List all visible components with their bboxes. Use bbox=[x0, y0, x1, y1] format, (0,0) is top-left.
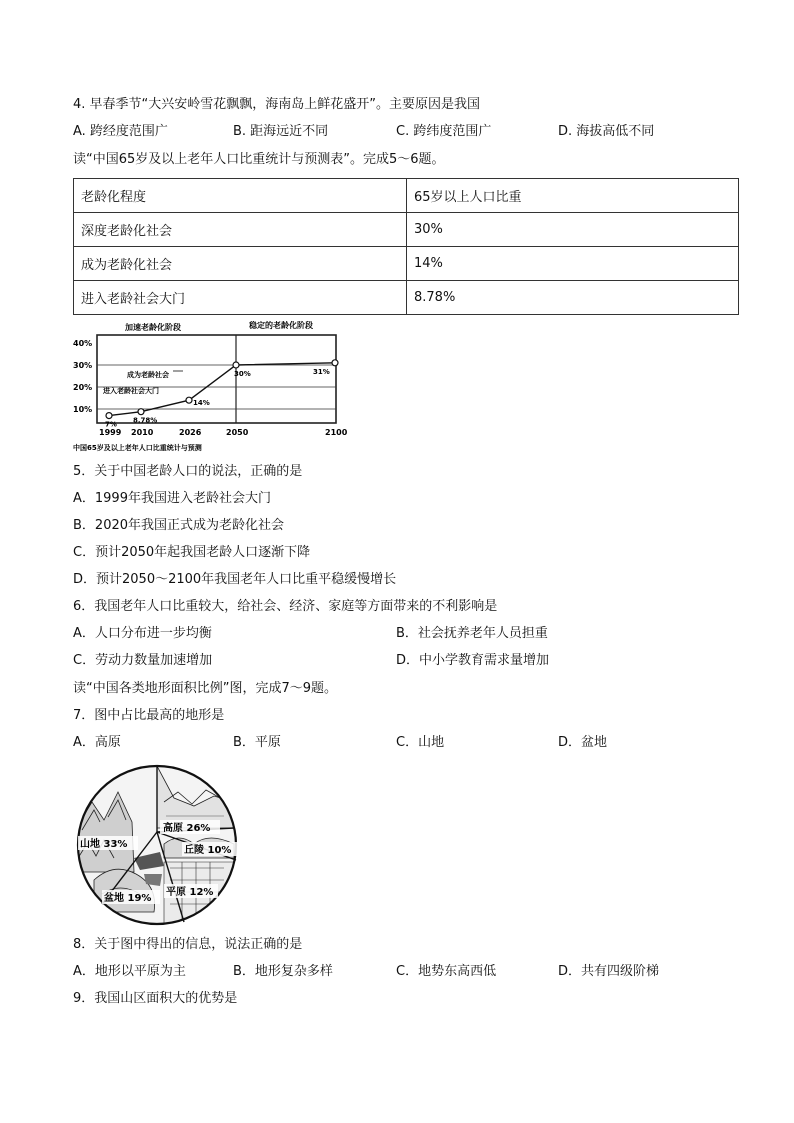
terrain-pie-svg bbox=[74, 762, 240, 928]
table-row bbox=[74, 247, 739, 281]
data-point bbox=[186, 397, 192, 403]
q5-option-a: A．1999年我国进入老龄社会大门 bbox=[73, 491, 271, 506]
aging-chart-svg bbox=[73, 319, 348, 455]
q6-option-d: D．中小学教育需求量增加 bbox=[396, 653, 550, 668]
table-cell: 30% bbox=[407, 213, 739, 247]
q4-option-d: D. 海拔高低不同 bbox=[558, 124, 655, 139]
q5-option-d: D．预计2050～2100年我国老年人口比重平稳缓慢增长 bbox=[73, 572, 397, 587]
q9-stem: 9．我国山区面积大的优势是 bbox=[73, 991, 238, 1006]
table-cell: 8.78% bbox=[407, 281, 739, 315]
label-basin: 盆地 19% bbox=[104, 893, 152, 904]
q5-option-b: B．2020年我国正式成为老龄化社会 bbox=[73, 518, 285, 533]
q6-option-c: C．劳动力数量加速增加 bbox=[73, 653, 213, 668]
q8-option-d: D．共有四级阶梯 bbox=[558, 964, 660, 979]
x-tick-label: 2100 bbox=[325, 428, 348, 437]
data-label: 7% bbox=[105, 420, 117, 429]
phase-label-accelerating: 加速老龄化阶段 bbox=[125, 323, 181, 332]
q5-stem: 5．关于中国老龄人口的说法，正确的是 bbox=[73, 464, 303, 479]
data-point bbox=[138, 409, 144, 415]
q4-option-a: A. 跨经度范围广 bbox=[73, 124, 168, 139]
table-header-cell: 65岁以上人口比重 bbox=[407, 179, 739, 213]
q6-option-a: A．人口分布进一步均衡 bbox=[73, 626, 212, 641]
label-plateau: 高原 26% bbox=[163, 823, 211, 834]
y-tick-label: 10% bbox=[73, 405, 93, 414]
table-header-row bbox=[74, 179, 739, 213]
y-tick-label: 20% bbox=[73, 383, 93, 392]
table-cell: 进入老龄社会大门 bbox=[74, 281, 407, 315]
data-point bbox=[332, 360, 338, 366]
data-point bbox=[106, 413, 112, 419]
q8-stem: 8．关于图中得出的信息，说法正确的是 bbox=[73, 937, 303, 952]
q4-option-b: B. 距海远近不同 bbox=[233, 124, 329, 139]
data-label: 30% bbox=[234, 370, 251, 378]
label-hills: 丘陵 10% bbox=[184, 845, 232, 856]
table-row bbox=[74, 281, 739, 315]
annotation-aging-society: 成为老龄社会 bbox=[127, 371, 169, 379]
aging-chart bbox=[73, 319, 348, 455]
table-header-cell: 老龄化程度 bbox=[74, 179, 407, 213]
label-plain: 平原 12% bbox=[166, 887, 214, 898]
chart-caption: 中国65岁及以上老年人口比重统计与预测 bbox=[73, 444, 202, 452]
q7-option-a: A．高原 bbox=[73, 735, 121, 750]
y-tick-labels bbox=[73, 339, 92, 414]
q8-option-c: C．地势东高西低 bbox=[396, 964, 497, 979]
q7-stem: 7．图中占比最高的地形是 bbox=[73, 708, 225, 723]
q5-option-c: C．预计2050年起我国老龄人口逐渐下降 bbox=[73, 545, 311, 560]
intro-7-9: 读“中国各类地形面积比例”图，完成7～9题。 bbox=[73, 681, 338, 696]
x-tick-label: 1999 bbox=[99, 428, 122, 437]
q7-option-b: B．平原 bbox=[233, 735, 281, 750]
data-label: 31% bbox=[313, 367, 330, 376]
data-label: 14% bbox=[193, 399, 210, 408]
terrain-pie-figure bbox=[74, 762, 240, 928]
q4-option-c: C. 跨纬度范围广 bbox=[396, 124, 492, 139]
table-cell: 深度老龄化社会 bbox=[74, 213, 407, 247]
x-tick-label: 2010 bbox=[131, 428, 154, 437]
q7-option-d: D．盆地 bbox=[558, 735, 608, 750]
y-tick-label: 30% bbox=[73, 361, 93, 370]
table-row bbox=[74, 213, 739, 247]
table-cell: 14% bbox=[407, 247, 739, 281]
q6-stem: 6．我国老年人口比重较大，给社会、经济、家庭等方面带来的不利影响是 bbox=[73, 599, 498, 614]
aging-table bbox=[73, 178, 739, 315]
x-tick-label: 2026 bbox=[179, 428, 202, 437]
data-label: 8.78% bbox=[133, 416, 158, 425]
q8-option-b: B．地形复杂多样 bbox=[233, 964, 333, 979]
data-point bbox=[233, 362, 239, 368]
q8-option-a: A．地形以平原为主 bbox=[73, 964, 186, 979]
table-cell: 成为老龄化社会 bbox=[74, 247, 407, 281]
x-tick-label: 2050 bbox=[226, 428, 249, 437]
label-mountain: 山地 33% bbox=[80, 839, 128, 850]
q7-option-c: C．山地 bbox=[396, 735, 445, 750]
intro-5-6: 读“中国65岁及以上老年人口比重统计与预测表”。完成5～6题。 bbox=[73, 152, 445, 167]
y-tick-label: 40% bbox=[73, 339, 93, 348]
q6-option-b: B．社会抚养老年人员担重 bbox=[396, 626, 548, 641]
annotation-enter-door: 进入老龄社会大门 bbox=[103, 387, 159, 395]
q4-stem: 4. 早春季节“大兴安岭雪花飘飘，海南岛上鲜花盛开”。主要原因是我国 bbox=[73, 97, 481, 112]
x-tick-labels bbox=[99, 428, 348, 437]
phase-label-stable: 稳定的老龄化阶段 bbox=[249, 321, 313, 330]
